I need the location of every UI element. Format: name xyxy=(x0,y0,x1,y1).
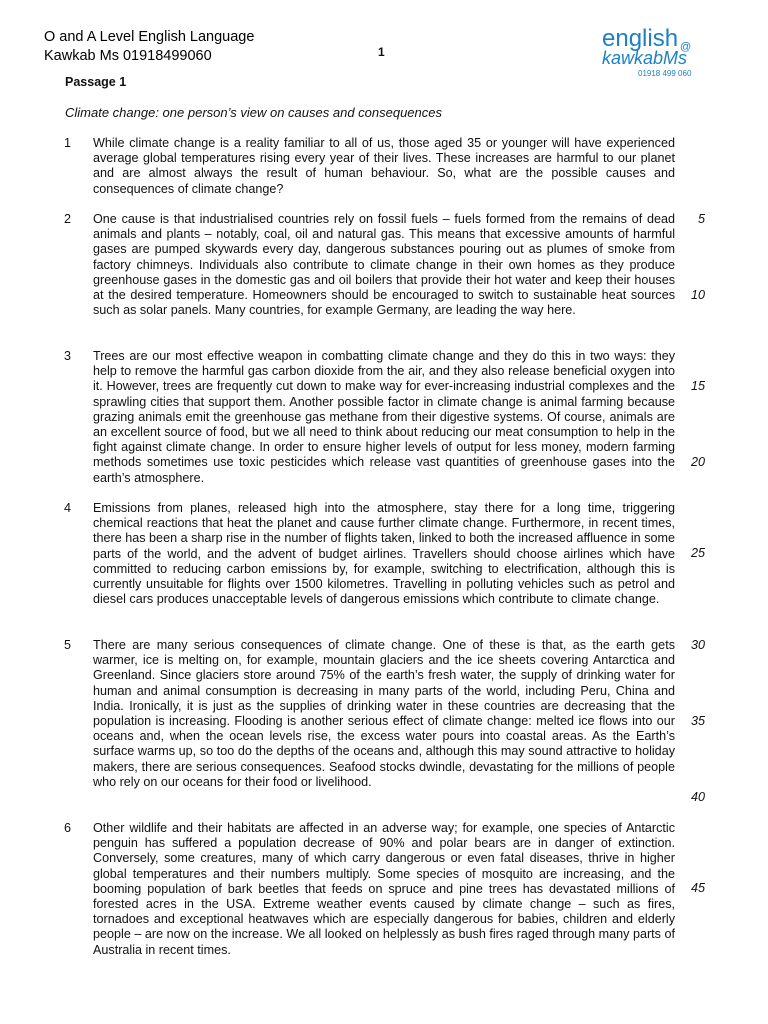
paragraph-number: 4 xyxy=(64,501,72,515)
line-number: 15 xyxy=(690,379,705,393)
line-number: 20 xyxy=(690,455,705,469)
logo-word-english: english xyxy=(602,25,679,52)
line-number: 5 xyxy=(697,212,705,226)
paragraph-number: 2 xyxy=(64,212,72,226)
paragraph-number: 3 xyxy=(64,349,72,363)
line-number: 45 xyxy=(690,881,705,895)
header-contact: Kawkab Ms 01918499060 xyxy=(44,48,212,64)
line-number: 40 xyxy=(690,790,705,804)
line-number: 25 xyxy=(690,546,705,560)
paragraph-number: 1 xyxy=(64,136,72,150)
line-number: 10 xyxy=(690,288,705,302)
header-course-title: O and A Level English Language xyxy=(44,29,255,45)
paragraph-text: One cause is that industrialised countries rely on fossil fuels – fuels formed from the remains of dead animals and plants – notably, coal, oil and natural gas. This means that excessive amounts of harmful gases are pumped skywards every day, dangerous substances pouring out as plumes of smoke from factory chimneys. Individuals also contribute to climate change in their own homes as they produce greenhouse gases in the domestic gas and oil boilers that provide their hot water and keep their houses at the desired temperature. Homeowners should be encouraged to switch to sustainable heat sources such as solar panels. Many countries, for example Germany, are leading the way here. xyxy=(93,212,675,318)
paragraph-text: Trees are our most effective weapon in combatting climate change and they do this in two ways: they help to remove the harmful gas carbon dioxide from the air, and they also release beneficial oxygen into it. However, trees are frequently cut down to make way for ever-increasing industrial complexes and the sprawling cities that support them. Another possible factor in climate change is animal farming because grazing animals emit the greenhouse gas methane from their digestive systems. Of course, animals are an excellent source of food, but we all need to think about reducing our meat consumption to help in the fight against climate change. In order to ensure higher levels of output for less money, modern farming methods sometimes use toxic pesticides which release vast quantities of greenhouse gases into the earth’s atmosphere. xyxy=(93,349,675,485)
logo-word-kawkabms: kawkabMs xyxy=(602,48,688,68)
logo-at: @ xyxy=(680,41,692,53)
paragraph-text: Emissions from planes, released high into the atmosphere, stay there for a long time, triggering chemical reactions that heat the planet and cause further climate change. Furthermore, in recent times, there has been a sharp rise in the number of flights taken, linked to both the increased affluence in some parts of the world, and the advent of budget airlines. Travellers should choose airlines which have committed to reducing carbon emissions by, for example, switching to electrification, although this is currently unsuitable for flights over 1500 kilometres. Travelling in polluting vehicles such as petrol and diesel cars produces unacceptable levels of dangerous emissions which contribute to climate change. xyxy=(93,501,675,607)
english-kawkabms-logo xyxy=(598,24,710,80)
passage-subtitle: Climate change: one person’s view on causes and consequences xyxy=(65,105,442,120)
paragraph-number: 6 xyxy=(64,821,72,835)
line-number: 30 xyxy=(690,638,705,652)
passage-title: Passage 1 xyxy=(65,75,127,89)
page-number: 1 xyxy=(378,45,385,59)
paragraph-text: While climate change is a reality familiar to all of us, those aged 35 or younger will have experienced average global temperatures rising every year of their lives. These increases are harmful to our planet and are almost always the result of human behaviour. So, what are the possible causes and consequences of climate change? xyxy=(93,136,675,196)
logo-phone: 01918 499 060 xyxy=(638,69,692,78)
line-number: 35 xyxy=(690,714,705,728)
paragraph-number: 5 xyxy=(64,638,72,652)
paragraph-text: Other wildlife and their habitats are affected in an adverse way; for example, one species of Antarctic penguin has suffered a population decrease of 90% and polar bears are in danger of extinction. Conversely, some creatures, many of which carry dangerous or even fatal diseases, thrive in higher global temperatures and their numbers multiply. Some species of mosquito are increasing, and the booming population of bark beetles that feeds on spruce and pine trees has devastated millions of forested acres in the USA. Extreme weather events caused by climate change – such as fires, tornadoes and exceptional heatwaves which are especially dangerous for babies, children and elderly people – are now on the increase. We all looked on helplessly as bush fires raged through many parts of Australia in recent times. xyxy=(93,821,675,957)
paragraph-text: There are many serious consequences of climate change. One of these is that, as the earth gets warmer, ice is melting on, for example, mountain glaciers and the ice sheets covering Antarctica and Greenland. Since glaciers store around 75% of the earth’s fresh water, the supply of drinking water for human and animal consumption is decreasing in many parts of the world, including Peru, China and India. Ironically, it is just as the supplies of drinking water in these countries are decreasing that the population is increasing. Flooding is another serious effect of climate change: melted ice flows into our oceans and, when the ocean levels rise, the excess water pours into coastal areas. As the Earth’s surface warms up, so too do the depths of the oceans and, although this may sound attractive to holiday makers, there are serious consequences. Seafood stocks dwindle, devastating for the millions of people who rely on our oceans for their food or livelihood. xyxy=(93,638,675,789)
